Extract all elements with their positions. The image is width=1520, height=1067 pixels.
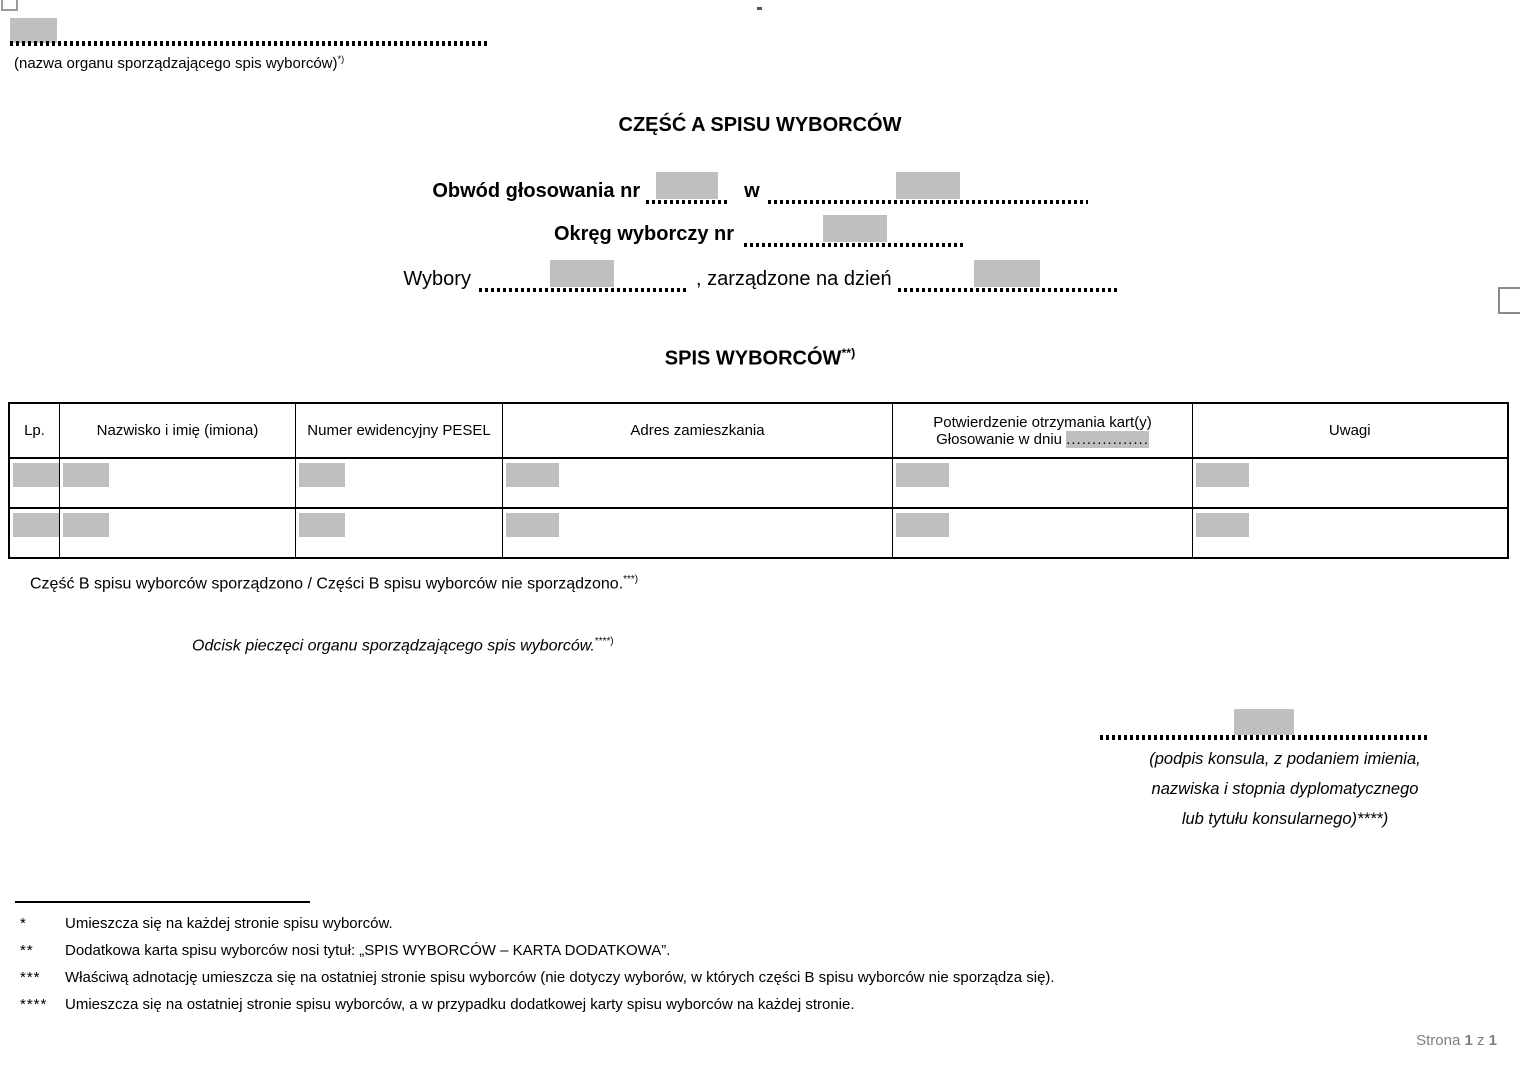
footnotes — [20, 910, 1510, 1018]
name-cell-placeholder[interactable] — [63, 463, 109, 487]
footnote-text: Umieszcza się na ostatniej stronie spisu wyborców, a w przypadku dodatkowej karty spisu wyborców na każdej stronie. — [65, 996, 855, 1013]
col-name-header: Nazwisko i imię (imiona) — [60, 403, 296, 458]
okreg-number-field[interactable] — [823, 215, 887, 242]
stamp-note: Odcisk pieczęci organu sporządzającego spis wyborców.****) — [192, 636, 614, 655]
page-number-label: Strona — [1416, 1032, 1461, 1049]
confirm-cell-placeholder[interactable] — [896, 463, 949, 487]
footnote-item — [20, 964, 1510, 991]
footnote-marker: **** — [20, 996, 48, 1013]
org-dotted-line — [10, 41, 488, 46]
footnote-separator — [15, 901, 310, 903]
locality-line — [768, 171, 1088, 204]
obwod-label: Obwód głosowania nr — [432, 180, 641, 202]
address-cell-placeholder[interactable] — [506, 463, 559, 487]
locality-field[interactable] — [896, 172, 960, 199]
org-name-field[interactable] — [10, 18, 57, 43]
signature-field[interactable] — [1234, 709, 1294, 735]
confirm-cell-placeholder[interactable] — [896, 513, 949, 537]
col-confirm-line2: Głosowanie w dniu ................ — [936, 430, 1149, 448]
pesel-cell-placeholder[interactable] — [299, 463, 345, 487]
election-date-field[interactable] — [974, 260, 1040, 287]
org-caption-text: (nazwa organu sporządzającego spis wyborców) — [14, 55, 338, 72]
name-cell-placeholder[interactable] — [63, 513, 109, 537]
lp-cell-placeholder[interactable] — [13, 513, 59, 537]
footnote-item — [20, 991, 1510, 1018]
part-b-statement: Część B spisu wyborców sporządzono / Części B spisu wyborców nie sporządzono.***) — [30, 574, 639, 593]
col-lp-header: Lp. — [9, 403, 60, 458]
org-caption — [14, 54, 344, 72]
spis-title — [0, 346, 1520, 371]
wybory-row — [0, 258, 1520, 292]
table-row — [9, 458, 1508, 508]
election-date-line — [898, 259, 1117, 292]
part-b-footref: ***) — [623, 574, 639, 585]
col-confirm-line1: Potwierdzenie otrzymania kart(y) — [933, 413, 1152, 431]
footnote-marker: ** — [20, 942, 34, 959]
cursor-mark — [757, 7, 762, 10]
col-remarks-header: Uwagi — [1193, 403, 1508, 458]
table-row — [9, 508, 1508, 558]
remarks-cell-placeholder[interactable] — [1196, 463, 1249, 487]
signature-caption-line2: nazwiska i stopnia dyplomatycznego — [1151, 780, 1419, 798]
election-name-field[interactable] — [550, 260, 614, 287]
pesel-cell-placeholder[interactable] — [299, 513, 345, 537]
col-address-header: Adres zamieszkania — [503, 403, 893, 458]
w-label: w — [744, 180, 760, 202]
part-a-title: CZĘŚĆ A SPISU WYBORCÓW — [618, 114, 902, 136]
footnote-text: Właściwą adnotację umieszcza się na ostatniej stronie spisu wyborców (nie dotyczy wyborów, w których części B spisu wyborców nie sporządza się). — [65, 969, 1055, 986]
page-number-total: 1 — [1488, 1032, 1497, 1049]
okreg-label: Okręg wyborczy nr — [553, 223, 735, 245]
footnote-text: Dodatkowa karta spisu wyborców nosi tytuł: „SPIS WYBORCÓW – KARTA DODATKOWA”. — [65, 942, 671, 959]
footnote-marker: * — [20, 915, 27, 932]
page-number — [1416, 1032, 1497, 1049]
footnote-text: Umieszcza się na każdej stronie spisu wyborców. — [65, 915, 393, 932]
obwod-number-line — [646, 171, 728, 204]
org-footref: *) — [337, 54, 345, 64]
page-number-current: 1 — [1464, 1032, 1473, 1049]
okreg-row — [0, 213, 1520, 247]
stamp-footref: ****) — [594, 636, 614, 647]
obwod-row — [0, 170, 1520, 204]
signature-dotted-line — [1100, 707, 1428, 740]
spis-title-footref: **) — [841, 346, 856, 360]
col-pesel-header: Numer ewidencyjny PESEL — [296, 403, 503, 458]
page-number-separator: z — [1476, 1032, 1485, 1049]
okreg-number-line — [744, 214, 966, 247]
address-cell-placeholder[interactable] — [506, 513, 559, 537]
remarks-cell-placeholder[interactable] — [1196, 513, 1249, 537]
table-header-row — [9, 403, 1508, 458]
signature-caption-line3: lub tytułu konsularnego)****) — [1181, 810, 1389, 828]
lp-cell-placeholder[interactable] — [13, 463, 59, 487]
spis-title-text: SPIS WYBORCÓW — [664, 347, 842, 370]
footnote-item — [20, 910, 1510, 937]
election-name-line — [479, 259, 686, 292]
obwod-number-field[interactable] — [656, 172, 718, 199]
footnote-marker: *** — [20, 969, 41, 986]
signature-caption — [1105, 744, 1465, 834]
page-corner-mark — [1, 0, 18, 11]
footnote-item — [20, 937, 1510, 964]
signature-caption-line1: (podpis konsula, z podaniem imienia, — [1149, 750, 1421, 768]
confirm-date-field[interactable]: ................ — [1066, 430, 1149, 448]
zarzadzone-label: , zarządzone na dzień — [695, 268, 892, 290]
wybory-label: Wybory — [403, 268, 471, 290]
col-confirm-header — [893, 403, 1193, 458]
voters-table — [8, 402, 1509, 559]
